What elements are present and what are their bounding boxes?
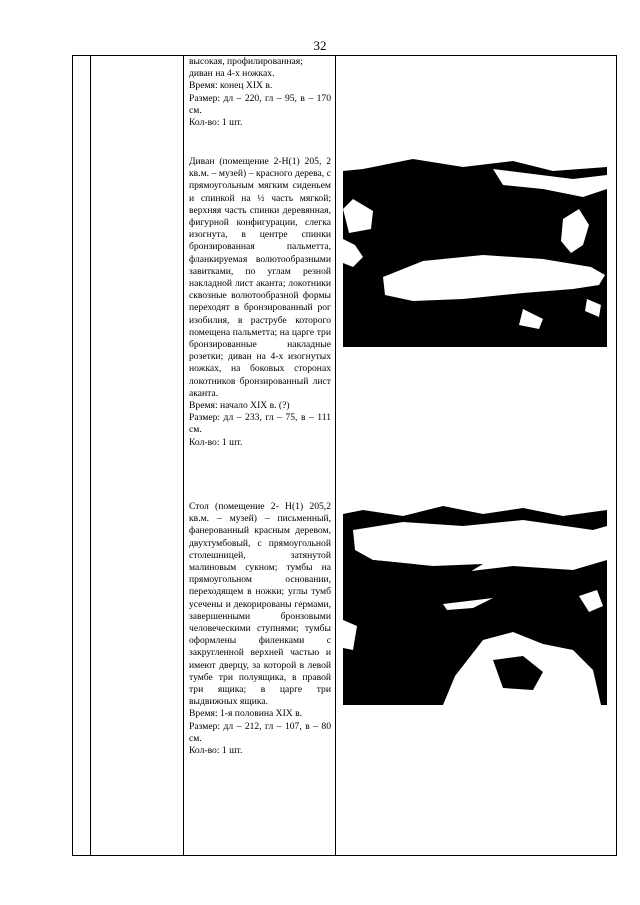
entry-desk	[189, 501, 331, 757]
sofa-image	[343, 149, 607, 347]
entry-text-line: высокая, профилированная;	[189, 56, 303, 67]
desk-image	[343, 500, 607, 705]
column-divider	[90, 56, 91, 855]
entry-count: Кол-во: 1 шт.	[189, 745, 243, 757]
entry-sofa	[189, 156, 331, 449]
desk-photo	[343, 500, 607, 705]
entry-count: Кол-во: 1 шт.	[189, 117, 243, 129]
column-divider	[183, 56, 184, 855]
entry-count: Кол-во: 1 шт.	[189, 436, 243, 448]
column-divider	[335, 56, 336, 855]
entry-time: Время: начало XIX в. (?)	[189, 400, 290, 412]
page-number: 32	[313, 38, 327, 53]
inventory-table	[72, 55, 617, 856]
entry-continuation	[189, 56, 331, 129]
entry-time: Время: 1-я половина XIX в.	[189, 708, 303, 720]
entry-size: Размер: дл – 212, гл – 107, в – 80 см.	[189, 720, 331, 744]
entry-size: Размер: дл – 233, гл – 75, в – 111 см.	[189, 412, 331, 436]
entry-description: Стол (помещение 2- Н(1) 205,2 кв.м. – музей) – письменный, фанерованный красным деревом, двухтумбовый, с прямоугольной столешницей, затянутой малиновым сукном; тумбы на прямоугольном основании, переходящем в ножки; углы тумб усечены и декорированы гермами, завершенными бронзовыми человеческими ступнями; тумбы оформлены филенками с закругленной верхней частью и имеют дверцу, за которой в левой тумбе три полуящика, в правой три ящика; в царге три выдвижных ящика.	[189, 501, 331, 708]
entry-description: Диван (помещение 2-Н(1) 205, 2 кв.м. – музей) – красного дерева, с прямоугольным мягким сиденьем и спинкой на ½ часть мягкой; верхняя часть спинки деревянная, фигурной конфигурации, слегка изогнута, в центре спинки бронзированная пальметта, фланкируемая волютообразными завитками, по углам резной накладной лист аканта; локотники сквозные волютообразной формы переходят в бронзированный рог изобилия, в раструбе которого помещена пальметта; на царге три бронзированные накладные розетки; диван на 4-х изогнутых ножках, на боковых сторонах локотников бронзированный лист аканта.	[189, 156, 331, 399]
entry-time: Время: конец XIX в.	[189, 80, 273, 92]
entry-size: Размер: дл – 220, гл – 95, в – 170 см.	[189, 92, 331, 116]
entry-text-line: диван на 4-х ножках.	[189, 68, 275, 80]
sofa-photo	[343, 149, 607, 347]
